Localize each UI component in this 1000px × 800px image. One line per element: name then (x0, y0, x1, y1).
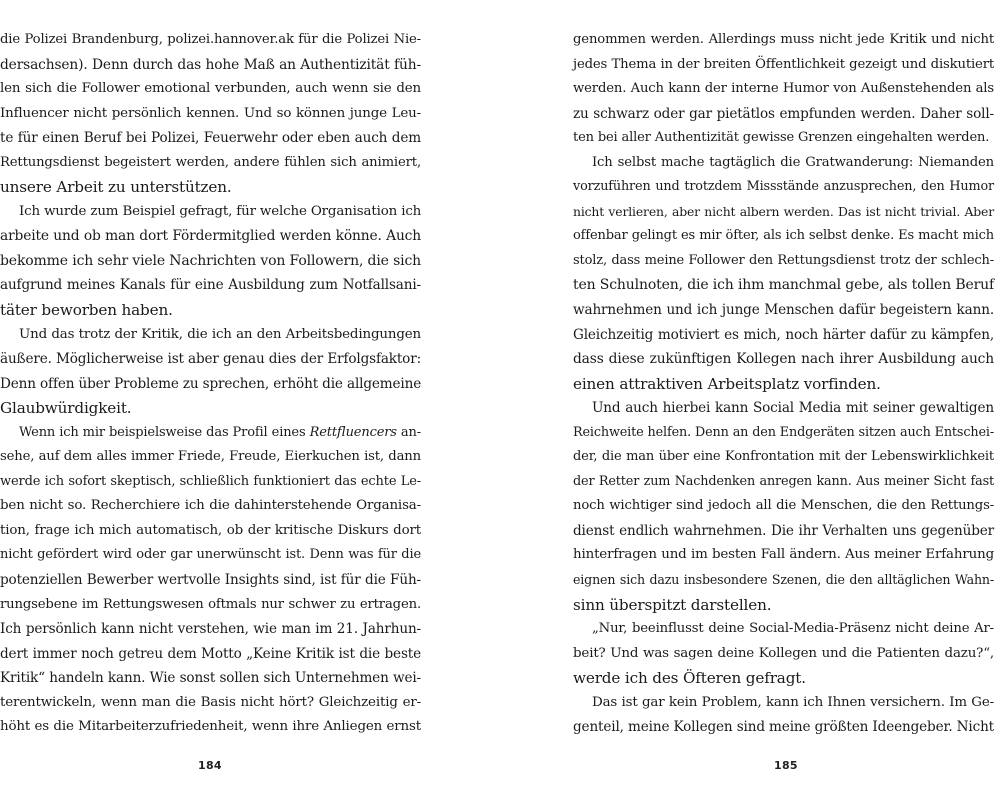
text-line: te für einen Beruf bei Polizei, Feuerwehr oder eben auch dem (0, 130, 421, 147)
text-line: Ich persönlich kann nicht verstehen, wie man im 21. Jahrhun- (0, 621, 421, 638)
text-line: Glaubwürdigkeit. (0, 399, 132, 418)
italic-term: Rettfluencers (309, 424, 397, 440)
text-line: die Polizei Brandenburg, polizei.hannover.ak für die Polizei Nie- (0, 32, 421, 47)
text-line: potenziellen Bewerber wertvolle Insights sind, ist für die Füh- (0, 572, 421, 589)
text-segment: Wenn ich mir beispielsweise das Profil eines (19, 424, 310, 440)
text-line (0, 421, 421, 446)
text-line: jedes Thema in der breiten Öffentlichkeit gezeigt und diskutiert (573, 56, 994, 72)
text-line: ben nicht so. Recherchiere ich die dahinterstehende Organisa- (0, 498, 421, 514)
text-line: Rettungsdienst begeistert werden, andere fühlen sich animiert, (0, 154, 421, 170)
text-line: dienst endlich wahrnehmen. Die ihr Verhalten uns gegenüber (573, 522, 994, 539)
text-line: einen attraktiven Arbeitsplatz vorfinden. (573, 374, 881, 393)
text-line: dass diese zukünftigen Kollegen nach ihrer Ausbildung auch (573, 351, 994, 368)
text-line: Ich selbst mache tagtäglich die Gratwanderung: Niemanden (592, 154, 994, 170)
text-line: Influencer nicht persönlich kennen. Und so können junge Leu- (0, 105, 421, 121)
text-line: höht es die Mitarbeiterzufriedenheit, wenn ihre Anliegen ernst (0, 719, 421, 735)
text-line: genommen werden. Allerdings muss nicht jede Kritik und nicht (573, 32, 994, 47)
text-line: eignen sich dazu insbesondere Szenen, die den alltäglichen Wahn- (573, 572, 994, 588)
text-line: Und das trotz der Kritik, die ich an den Arbeitsbedingungen (19, 326, 421, 342)
text-line: tion, frage ich mich automatisch, ob der kritische Diskurs dort (0, 522, 421, 538)
text-line: Denn offen über Probleme zu sprechen, erhöht die allgemeine (0, 375, 422, 392)
text-line: werde ich des Öfteren gefragt. (573, 669, 806, 688)
text-line: „Nur, beeinflusst deine Social-Media-Präsenz nicht deine Ar- (592, 621, 994, 637)
left-page-text (0, 28, 421, 740)
text-line: offenbar gelingt es mir öfter, als ich selbst denke. Es macht mich (573, 228, 994, 244)
text-line: Reichweite helfen. Denn an den Endgeräten sitzen auch Entschei- (573, 424, 994, 440)
text-line: ten Schulnoten, die ich ihm manchmal gebe, als tollen Beruf (573, 277, 995, 294)
text-line: unsere Arbeit zu unterstützen. (0, 178, 232, 197)
text-line: der Retter zum Nachdenken anregen kann. Aus meiner Sicht fast (573, 473, 994, 489)
text-line: dersachsen). Denn durch das hohe Maß an Authentizität füh- (0, 56, 421, 73)
text-line: bekomme ich sehr viele Nachrichten von Followern, die sich (0, 252, 422, 269)
right-page-text (573, 28, 994, 740)
text-line: terentwickeln, wenn man die Basis nicht hört? Gleichzeitig er- (0, 694, 421, 710)
text-line: wahrnehmen und ich junge Menschen dafür begeistern kann. (573, 302, 994, 319)
text-line: stolz, dass meine Follower den Rettungsdienst trotz der schlech- (573, 252, 994, 268)
text-line: Gleichzeitig motiviert es mich, noch härter dafür zu kämpfen, (573, 326, 994, 343)
text-line: vorzuführen und trotzdem Missstände anzusprechen, den Humor (573, 179, 994, 195)
left-page-number: 184 (198, 759, 222, 772)
text-line: werden. Auch kann der interne Humor von Außenstehenden als (573, 81, 994, 97)
text-line: ten bei aller Authentizität gewisse Grenzen eingehalten werden. (573, 130, 990, 146)
text-line: genteil, meine Kollegen sind meine größten Ideengeber. Nicht (573, 719, 994, 736)
right-page-number: 185 (774, 759, 798, 772)
text-line: dert immer noch getreu dem Motto „Keine Kritik ist die beste (0, 645, 421, 662)
right-page (500, 0, 1000, 800)
text-line: nicht gefördert wird oder gar unerwünscht ist. Denn was für die (0, 547, 421, 563)
text-line: zu schwarz oder gar pietätlos empfunden werden. Daher soll- (573, 105, 994, 122)
text-line: beit? Und was sagen deine Kollegen und die Patienten dazu?“, (573, 645, 994, 661)
text-line: arbeite und ob man dort Fördermitglied werden könne. Auch (0, 228, 421, 245)
text-line: der, die man über eine Konfrontation mit der Lebenswirklichkeit (573, 449, 994, 465)
text-line: aufgrund meines Kanals für eine Ausbildung zum Notfallsani- (0, 277, 421, 294)
text-line: hinterfragen und im besten Fall ändern. Aus meiner Erfahrung (573, 547, 994, 563)
text-line: sinn überspitzt darstellen. (573, 595, 772, 614)
text-line: Das ist gar kein Problem, kann ich Ihnen versichern. Im Ge- (592, 694, 994, 710)
text-line: nicht verlieren, aber nicht albern werden. Das ist nicht trivial. Aber (573, 203, 994, 219)
text-line: Und auch hierbei kann Social Media mit seiner gewaltigen (592, 400, 994, 417)
text-line: Ich wurde zum Beispiel gefragt, für welche Organisation ich (19, 203, 422, 219)
text-line: äußere. Möglicherweise ist aber genau dies der Erfolgsfaktor: (0, 351, 421, 368)
text-line: noch wichtiger sind jedoch all die Menschen, die den Rettungs- (573, 498, 994, 514)
text-line: len sich die Follower emotional verbunden, auch wenn sie den (0, 81, 421, 97)
text-line: rungsebene im Rettungswesen oftmals nur schwer zu ertragen. (0, 596, 421, 612)
text-line: Kritik“ handeln kann. Wie sonst sollen sich Unternehmen wei- (0, 670, 421, 687)
text-segment: an- (396, 424, 421, 440)
text-line: werde ich sofort skeptisch, schließlich funktioniert das echte Le- (0, 473, 421, 489)
text-line: täter beworben haben. (0, 301, 173, 320)
text-line: sehe, auf dem alles immer Friede, Freude, Eierkuchen ist, dann (0, 449, 421, 465)
